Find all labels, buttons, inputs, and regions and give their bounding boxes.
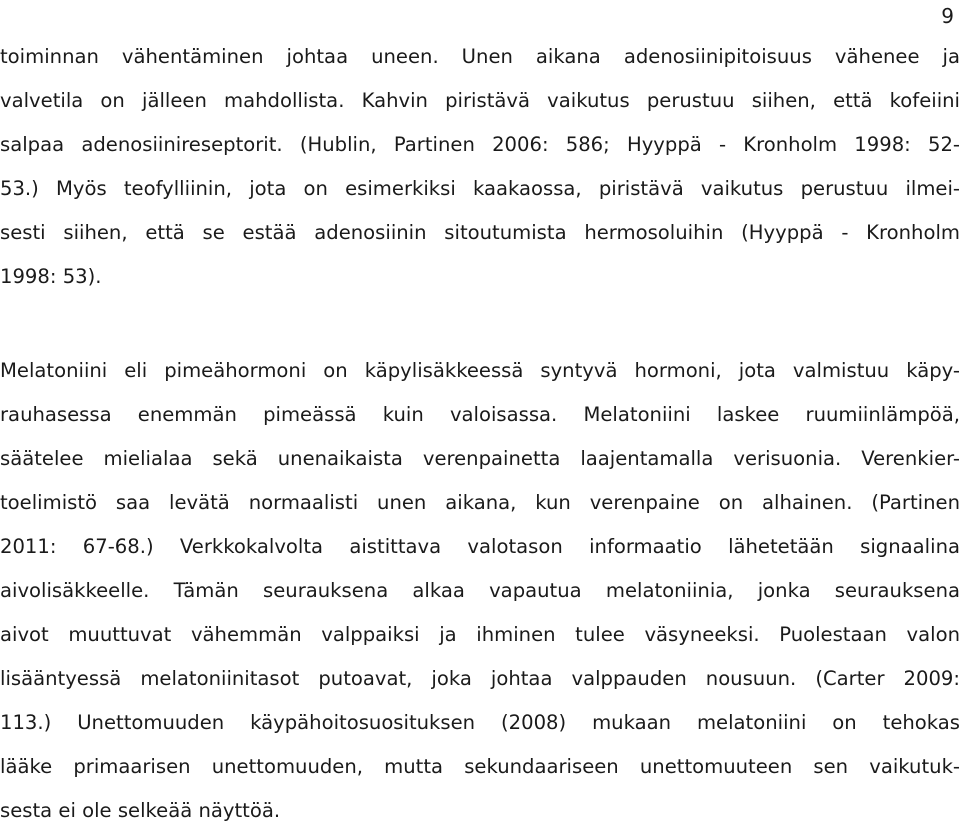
text-line: 2011: 67-68.) Verkkokalvolta aistittava valotason informaatio lähetetään signaalina bbox=[0, 535, 960, 558]
text-line: lisääntyessä melatoniinitasot putoavat, joka johtaa valppauden nousuun. (Carter 2009: bbox=[0, 667, 960, 690]
paragraph-adenosine bbox=[0, 35, 960, 299]
text-line: salpaa adenosiinireseptorit. (Hublin, Partinen 2006: 586; Hyyppä - Kronholm 1998: 52- bbox=[0, 133, 960, 156]
text-line: valvetila on jälleen mahdollista. Kahvin piristävä vaikutus perustuu siihen, että kofeiini bbox=[0, 89, 960, 112]
text-line: sesta ei ole selkeää näyttöä. bbox=[0, 799, 281, 822]
paragraph-melatonin bbox=[0, 349, 960, 833]
text-line: sesti siihen, että se estää adenosiinin sitoutumista hermosoluihin (Hyyppä - Kronholm bbox=[0, 221, 960, 244]
text-line: rauhasessa enemmän pimeässä kuin valoisassa. Melatoniini laskee ruumiinlämpöä, bbox=[0, 403, 960, 426]
text-line: 53.) Myös teofylliinin, jota on esimerkiksi kaakaossa, piristävä vaikutus perustuu ilmei- bbox=[0, 177, 960, 200]
text-line: aivot muuttuvat vähemmän valppaiksi ja ihminen tulee väsyneeksi. Puolestaan valon bbox=[0, 623, 960, 646]
text-line: toiminnan vähentäminen johtaa uneen. Unen aikana adenosiinipitoisuus vähenee ja bbox=[0, 45, 960, 68]
text-line: 113.) Unettomuuden käypähoitosuosituksen (2008) mukaan melatoniini on tehokas bbox=[0, 711, 960, 734]
text-line: säätelee mielialaa sekä unenaikaista verenpainetta laajentamalla verisuonia. Verenkier- bbox=[0, 447, 960, 470]
text-line: 1998: 53). bbox=[0, 265, 102, 288]
page-number: 9 bbox=[941, 4, 954, 28]
text-line: aivolisäkkeelle. Tämän seurauksena alkaa vapautua melatoniinia, jonka seurauksena bbox=[0, 579, 960, 602]
text-line: Melatoniini eli pimeähormoni on käpylisäkkeessä syntyvä hormoni, jota valmistuu käpy- bbox=[0, 359, 960, 382]
text-line: lääke primaarisen unettomuuden, mutta sekundaariseen unettomuuteen sen vaikutuk- bbox=[0, 755, 960, 778]
text-line: toelimistö saa levätä normaalisti unen aikana, kun verenpaine on alhainen. (Partinen bbox=[0, 491, 960, 514]
